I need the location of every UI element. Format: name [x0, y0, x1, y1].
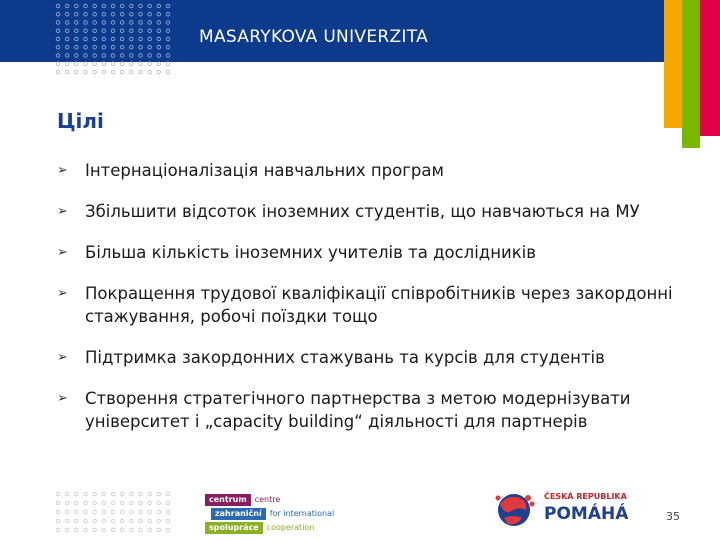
bullet-text: Підтримка закордонних стажувань та курсів для студентів: [85, 348, 605, 367]
partner-logo-text: centre: [254, 495, 281, 504]
bullet-text: Створення стратегічного партнерства з метою модернізувати університет і „capacity building“ діяльності для партнерів: [85, 389, 631, 431]
arrow-bullet-icon: ➢: [57, 350, 68, 365]
partner-logo-tag: zahraniční: [211, 508, 266, 520]
slide-header: [0, 0, 720, 78]
bullet-text: Більша кількість іноземних учителів та дослідників: [85, 243, 536, 262]
arrow-bullet-icon: ➢: [57, 391, 68, 406]
cr-logo-top-text: ČESKÁ REPUBLIKA: [544, 492, 627, 501]
bullet-item: [57, 200, 677, 223]
slide-title: Цілі: [57, 109, 104, 133]
bullet-text: Збільшити відсоток іноземних студентів, що навчаються на МУ: [85, 202, 640, 221]
bullet-item: [57, 159, 677, 182]
arrow-bullet-icon: ➢: [57, 204, 68, 219]
bullet-item: [57, 241, 677, 264]
university-name: MASARYKOVA UNIVERZITA: [199, 27, 429, 47]
dot-pattern-decoration: [54, 2, 172, 76]
arrow-bullet-icon: ➢: [57, 286, 68, 301]
accent-color-bars: [664, 0, 720, 148]
bullet-item: [57, 282, 677, 328]
cr-logo-bottom-text: POMÁHÁ: [544, 504, 629, 524]
partner-logo-tag: centrum: [205, 494, 251, 506]
footer-dot-pattern-decoration: [54, 490, 172, 534]
partner-logo-row: [205, 522, 314, 534]
partner-logo-text: for international: [269, 509, 335, 518]
arrow-bullet-icon: ➢: [57, 163, 68, 178]
bullet-text: Покращення трудової кваліфікації співробітників через закордонні стажування, робочі поїздки тощо: [85, 284, 673, 326]
bullet-text: Інтернаціоналізація навчальних програм: [85, 161, 444, 180]
bullet-item: [57, 346, 677, 369]
page-number: 35: [666, 510, 680, 523]
bullet-item: [57, 387, 677, 433]
bullet-list: [57, 159, 677, 433]
partner-logo-row: [205, 494, 280, 506]
globe-icon: [490, 490, 540, 530]
partner-logo-text: cooperation: [266, 523, 315, 532]
czech-republic-helps-logo: [490, 490, 640, 530]
partner-logo-tag: spolupráce: [205, 522, 263, 534]
arrow-bullet-icon: ➢: [57, 245, 68, 260]
partner-logo: [205, 494, 345, 534]
partner-logo-row: [211, 508, 334, 520]
